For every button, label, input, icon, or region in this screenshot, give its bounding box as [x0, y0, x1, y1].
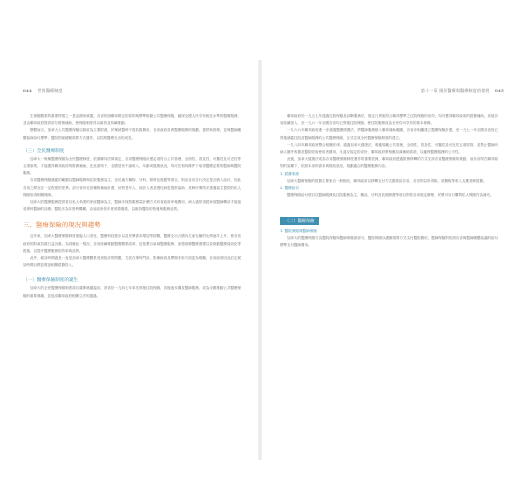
left-running-head-title: 世界醫療制度	[37, 88, 63, 93]
left-running-head	[23, 88, 63, 94]
paragraph: 一九八四年聯邦政府整合相關法律，通過加拿大健康法，明確規範公共管理、全面性、普及性、可攜性及可近性五項原則，並禁止醫師向病人額外收費及醫院收取使用者費用，凡違反規定的省份，聯邦政府將相應扣減補助款項，以確保醫療服務的公平性。	[280, 142, 498, 155]
paragraph: 加拿大的醫療服務提供者以私人執業的家庭醫師為主，醫師多採按服務量計酬方式向省政府申報費用，病人通常須經家庭醫師轉診才能接受專科醫師的診療。醫院多為非營利機構，由省政府依年度預算撥款，以維持醫院的營運與服務品質。	[23, 200, 241, 212]
boxed-section-heading: （二）醫療保險	[280, 217, 319, 225]
paragraph: 近年來，加拿大醫療保險制度面臨人口老化、醫療科技進步以及民眾需求增加等挑戰，醫療支出占國內生產毛額的比例逐年上升，使各省政府的財政負擔日益沉重。為因應此一情況，各省陸續推動醫療體系改革，包括整合區域醫療服務、加強基層醫療照護以及推動醫療資訊化等措施，以提升醫療服務的效率與品質。	[23, 234, 241, 253]
left-page	[0, 0, 258, 500]
subsection-heading: 1. 醫院保險與醫師保險	[280, 229, 317, 234]
left-text-column	[23, 113, 241, 300]
left-page-number: 044	[23, 88, 32, 93]
paragraph: 聯邦政府於一九五七年通過住院保險及診斷服務法，規定凡實施符合聯邦標準之住院保險的省份，均可獲得聯邦政府的經費補助。其後各省陸續加入，至一九六一年全國各省均已實施住院保險，使住院服務成為全民均可享有的基本保障。	[280, 114, 498, 126]
paragraph: 醫療保險給付項目以醫師服務及住院服務為主，藥品、牙科及長期照護等項目則依各省規定辦理，民眾可另行購買私人保險作為補充。	[287, 192, 494, 197]
paragraph: 加拿大醫療保險的經費主要來自一般稅收，聯邦政府以移轉支付方式撥款給各省，各省則以所得稅、消費稅等收入支應其餘經費。	[287, 178, 487, 183]
paragraph: 此外，候診時間過長一直是加拿大醫療體系受到批評的問題，尤其在專科門診、影像檢查及擇期手術方面更為明顯，各省政府因此訂定候診時間目標並增加相關經費投入。	[23, 256, 241, 268]
paragraph: 加拿大的全民醫療保險制度源自薩斯喀徹溫省，該省於一九四七年率先實施住院保險，其後逐步擴及醫師服務，成為全國推動公共醫療保險的重要典範，並促成聯邦政府相關立法的通過。	[23, 286, 241, 298]
paragraph: 加拿大一般稱醫療保險為全民醫療制度，依照聯邦法律規定，各省醫療保險計畫必須符合公共管理、全面性、普及性、可攜性及可近性等五項原則，才能獲得聯邦政府的財務補助。在此原則下，全國居民不論收入、年齡或健康狀況，均可在相同條件下取得醫療必要的醫師與醫院服務。	[23, 156, 241, 176]
list-heading: 2. 醫療給付	[280, 185, 299, 190]
section-heading: （三）全民醫療制度	[23, 148, 65, 154]
paragraph: 一九六六年聯邦政府進一步通過醫療照護法，將醫師服務納入聯邦補助範圍，各省亦相繼建立醫療保險計畫，至一九七一年全國各省皆已實施涵蓋住院及醫師服務的公共醫療保險，正式完成全民醫療保險制度的建立。	[280, 128, 498, 140]
section-heading: （一）醫療保險制度的誕生	[23, 278, 79, 284]
paragraph: 此後，加拿大健康法成為各省醫療保險制度運作的重要依據，聯邦政府透過財務移轉的方式支持各省醫療保險的推動，而各省則在聯邦原則的架構下，依照本身的需求與財政狀況，規劃適合的醫療服務內容。	[280, 157, 498, 169]
paragraph: 各省醫療保險涵蓋的範圍以醫師服務與住院服務為主，至於處方藥物、牙科、眼科及復健等項目，則由各省自行決定是否納入給付，因此各省之間存在一定程度的差異。部分省份另設藥物補助計畫，針對老年人、低收入者及慢性病患提供協助；其餘民眾則多透過雇主提供的私人保險取得相關保障。	[23, 178, 241, 197]
chapter-section-heading: 三、醫療保險的現況與趨勢	[23, 222, 101, 230]
right-page-number: 045	[495, 88, 504, 93]
list-heading: 1. 經費來源	[280, 171, 299, 176]
right-running-head-title: 第十一章 國民醫療與醫療制度的發展	[420, 88, 490, 93]
right-running-head	[421, 88, 504, 94]
right-page	[262, 0, 520, 500]
paragraph: 生保險體系的重要特徵之一是由國家統籌，各省依照聯邦制定的原則與標準推動公共醫療保險，確保全國人民享有相近水準的醫療服務，並由聯邦政府提供部分財務補助，使保險制度得以維持並持續推動。	[23, 114, 241, 126]
right-text-column	[280, 113, 498, 249]
paragraph: 整體而言，加拿大公共醫療保險以稅收為主要財源，民眾就醫時不需負擔費用，各省政府負責醫療服務的規劃、提供與管理，並與醫師團體協商給付標準；醫院則採總額預算方式運作，以控制醫療支出的成長。	[23, 128, 241, 140]
paragraph: 加拿大的醫療保險分為醫院保險與醫師保險兩部分，醫院保險以總額預算方式支付醫院費用，醫師保險則依照各省與醫師團體協議的給付標準支付醫師費用。	[280, 236, 498, 248]
